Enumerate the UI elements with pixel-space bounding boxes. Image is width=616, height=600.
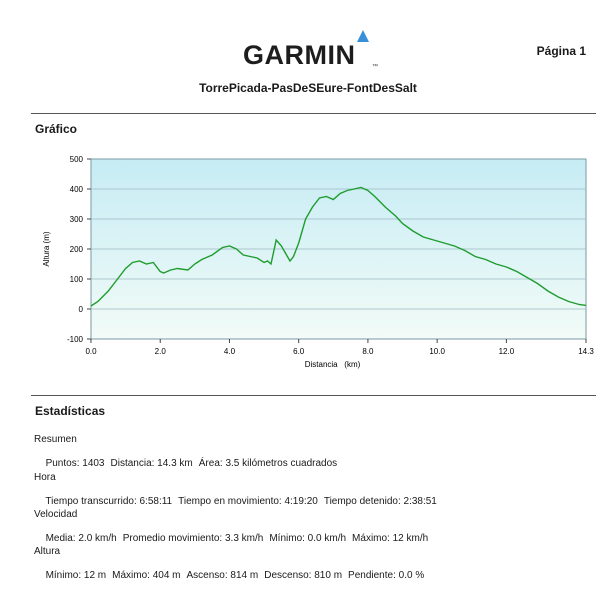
y-tick-label: 300	[69, 215, 83, 224]
stat-points: Puntos: 1403	[45, 458, 105, 469]
x-tick-label: 6.0	[293, 347, 305, 356]
garmin-logo: GARMIN	[243, 40, 356, 70]
x-tick-label: 2.0	[154, 347, 166, 356]
page-number: Página 1	[536, 44, 586, 58]
route-title: TorrePicada-PasDeSEure-FontDesSalt	[199, 81, 417, 95]
stat-descent: Descenso: 810 m	[264, 570, 343, 581]
summary-heading: Resumen	[34, 434, 77, 445]
stat-max-speed: Máximo: 12 km/h	[352, 533, 429, 544]
time-values	[40, 485, 443, 507]
summary-values	[40, 447, 343, 469]
stats-section-title: Estadísticas	[35, 404, 106, 418]
stat-elapsed-time: Tiempo transcurrido: 6:58:11	[45, 496, 173, 507]
stat-max-altitude: Máximo: 404 m	[112, 570, 181, 581]
x-tick-label: 0.0	[85, 347, 97, 356]
divider	[31, 395, 596, 396]
logo-triangle-icon	[357, 30, 369, 42]
stat-distance: Distancia: 14.3 km	[110, 458, 193, 469]
y-tick-label: 0	[78, 305, 83, 314]
y-tick-label: -100	[66, 335, 83, 344]
stat-min-altitude: Mínimo: 12 m	[45, 570, 107, 581]
x-tick-label: 10.0	[429, 347, 445, 356]
y-tick-label: 200	[69, 245, 83, 254]
speed-values	[40, 522, 434, 544]
altitude-heading: Altura	[34, 546, 61, 557]
x-tick-label: 4.0	[223, 347, 236, 356]
y-axis-label: Altura (m)	[42, 231, 51, 267]
chart-section-title: Gráfico	[35, 122, 78, 136]
y-tick-label: 100	[69, 275, 83, 284]
stat-min-speed: Mínimo: 0.0 km/h	[269, 533, 347, 544]
y-tick-label: 400	[69, 185, 83, 194]
elevation-chart	[0, 150, 616, 380]
logo-trademark: ™	[372, 64, 378, 70]
stat-moving-time: Tiempo en movimiento: 4:19:20	[178, 496, 318, 507]
divider	[31, 113, 596, 114]
speed-heading: Velocidad	[34, 509, 78, 520]
stat-ascent: Ascenso: 814 m	[186, 570, 259, 581]
x-tick-label: 8.0	[362, 347, 374, 356]
altitude-values	[40, 559, 430, 581]
x-axis-label: Distancia (km)	[304, 360, 361, 369]
stat-avg-speed: Media: 2.0 km/h	[45, 533, 117, 544]
stat-area: Área: 3.5 kilómetros cuadrados	[198, 458, 338, 469]
x-tick-label: 12.0	[498, 347, 515, 356]
stat-slope: Pendiente: 0.0 %	[348, 570, 425, 581]
x-tick-label: 14.3	[578, 347, 594, 356]
stat-stopped-time: Tiempo detenido: 2:38:51	[323, 496, 437, 507]
time-heading: Hora	[34, 472, 56, 483]
y-tick-label: 500	[69, 155, 83, 164]
y-axis-ticks	[67, 155, 91, 344]
stat-moving-avg-speed: Promedio movimiento: 3.3 km/h	[122, 533, 264, 544]
x-axis-ticks	[85, 339, 594, 356]
